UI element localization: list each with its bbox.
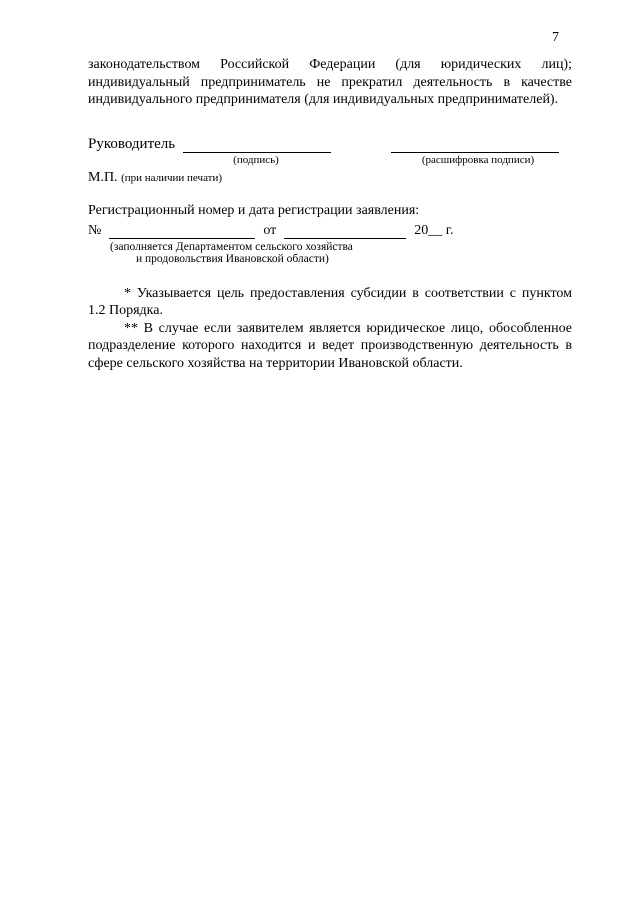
seal-label: М.П. [88,169,118,185]
signature-caption: (подпись) [233,153,279,166]
page-number: 7 [552,30,559,45]
signature-transcript-blank-line [391,137,559,153]
page-content [88,56,572,372]
registration-date-blank-line [284,223,406,239]
registration-from-label: от [263,222,277,238]
registration-heading: Регистрационный номер и дата регистрации заявления: [88,202,420,218]
signature-blank-line [183,137,331,153]
signature-captions [88,153,572,168]
body-paragraph: законодательством Российской Федерации (для юридических лиц); индивидуальный предприниматель не прекратил деятельность в качестве индивидуального предпринимателя (для индивидуальных предпринимателей). [88,57,572,107]
footnote-asterisk: * Указывается цель предоставления субсидии в соответствии с пунктом 1.2 Порядка. [88,285,572,318]
signature-role-label: Руководитель [88,135,176,152]
registration-note-line-2: и продовольствия Ивановской области) [136,252,329,265]
registration-year-label: 20__ г. [414,222,454,238]
seal-note: (при наличии печати) [121,171,223,184]
seal-row [88,170,572,186]
footnote-double-asterisk: ** В случае если заявителем является юридическое лицо, обособленное подразделение которого находится и ведет производственную деятельность в сфере сельского хозяйства на территории Ивановской области. [88,320,572,371]
registration-note-line-1: (заполняется Департаментом сельского хозяйства [110,240,353,253]
registration-row [88,221,572,239]
registration-number-blank-line [109,223,255,239]
signature-transcript-caption: (расшифровка подписи) [421,153,535,166]
registration-number-sign: № [88,222,102,238]
signature-row [88,135,572,153]
